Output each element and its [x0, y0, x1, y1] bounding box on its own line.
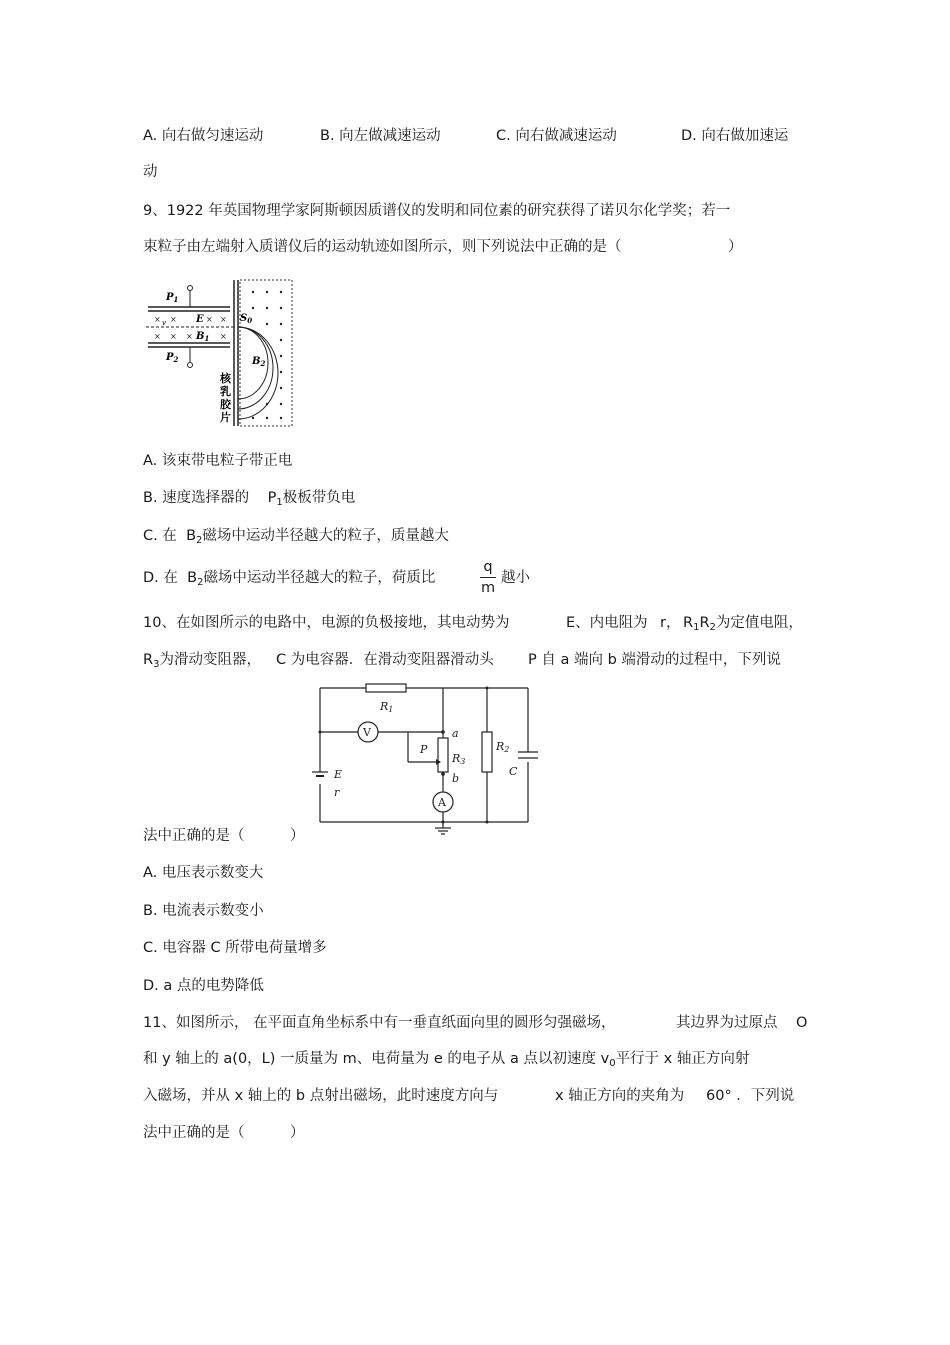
ammeter-label: A: [438, 796, 446, 809]
label-e: E: [334, 768, 343, 781]
label-point-a: a: [452, 727, 459, 740]
label-r2: R2: [496, 740, 510, 754]
q10-r3-sub: 3: [153, 659, 160, 670]
q10-option-c: C. 电容器 C 所带电荷量增多: [143, 940, 327, 956]
circuit-diagram: [310, 680, 550, 840]
q9-option-d-prefix: D. 在: [143, 570, 178, 586]
q8-option-b: B. 向左做减速运动: [320, 128, 441, 144]
q8-option-a: A. 向右做匀速运动: [143, 128, 264, 144]
label-c: C: [509, 765, 518, 778]
q10-line1-suffix: 为定值电阻，: [715, 615, 803, 631]
svg-text:乳: 乳: [220, 385, 231, 398]
label-p2: $P_2$: [166, 352, 179, 364]
label-r3: R3: [452, 752, 466, 766]
svg-text:×: ×: [170, 332, 177, 341]
label-r1: R1: [380, 700, 394, 714]
svg-text:胶: 胶: [220, 398, 231, 411]
voltmeter-label: V: [363, 726, 371, 739]
q11-line3-part-c: 60° ．下列说: [706, 1088, 795, 1104]
label-b1: $B_1$: [196, 331, 210, 343]
svg-text:×: ×: [220, 332, 227, 341]
q10-line1-resistors: [683, 613, 803, 633]
q11-line2: [143, 1049, 749, 1069]
svg-text:片: 片: [220, 411, 231, 424]
label-p1: $P_1$: [166, 292, 179, 304]
q10-stem-line1: [143, 613, 509, 633]
q10-stem-line3: 法中正确的是（: [143, 828, 245, 844]
label-point-b: b: [452, 772, 460, 785]
q9-stem-line1: 9、1922 年英国物理学家阿斯顿因质谱仪的发明和同位素的研究获得了诺贝尔化学奖；若一: [143, 203, 731, 219]
q9-option-a: A. 该束带电粒子带正电: [143, 453, 293, 469]
q9-option-c-prefix: C. 在: [143, 528, 177, 544]
q9-option-b-prefix: B. 速度选择器的: [143, 490, 250, 506]
q10-option-d: D. a 点的电势降低: [143, 978, 264, 994]
q10-line2-part-c: C 为电容器．在滑动变阻器滑动头: [276, 652, 494, 668]
q9-option-d-middle: 磁场中运动半径越大的粒子，荷质比: [203, 570, 436, 586]
svg-text:×: ×: [154, 332, 161, 341]
q8-option-d-continued: 动: [143, 164, 158, 180]
q10-r1-sub: 1: [693, 622, 700, 633]
q10-option-a: A. 电压表示数变大: [143, 865, 264, 881]
q9-option-b-p: P: [267, 490, 277, 506]
fraction-numerator: q: [483, 559, 493, 575]
q10-line1-r: r，: [660, 615, 681, 631]
q11-line4-close: ）: [290, 1125, 305, 1141]
q10-line1-e: E、内电阻为: [566, 615, 648, 631]
svg-text:核: 核: [220, 372, 231, 385]
svg-text:×: ×: [170, 315, 177, 324]
q9-option-b: [143, 488, 355, 508]
q11-line3-part-b: x 轴正方向的夹角为: [555, 1088, 685, 1104]
q10-line1-part-a: 10、在如图所示的电路中，电源的负极接地，其电动势为: [143, 615, 510, 631]
q10-option-b: B. 电流表示数变小: [143, 903, 264, 919]
q11-line4: 法中正确的是（: [143, 1125, 245, 1141]
svg-text:×: ×: [154, 315, 161, 324]
q9-option-d-sub: 2: [197, 577, 204, 588]
q9-option-c-b: B: [186, 528, 197, 544]
label-s0: $S_0$: [240, 313, 253, 325]
q10-line2-part-b: 为滑动变阻器，: [159, 652, 261, 668]
label-v: v: [162, 319, 166, 327]
q8-option-c: C. 向右做减速运动: [496, 128, 617, 144]
charge-mass-fraction: [480, 559, 496, 596]
label-r: r: [334, 786, 340, 799]
q9-option-d-b: B: [187, 570, 198, 586]
q8-option-d: D. 向右做加速运: [681, 128, 789, 144]
q9-stem-paren-close: ）: [728, 239, 743, 255]
q9-option-b-suffix: 极板带负电: [282, 490, 356, 506]
fraction-denominator: m: [480, 580, 496, 596]
q9-option-d: [143, 568, 435, 588]
q10-r2-sub: 2: [709, 622, 716, 633]
svg-text:×: ×: [206, 315, 213, 324]
q9-stem-line2: 束粒子由左端射入质谱仪后的运动轨迹如图所示，则下列说法中正确的是（: [143, 239, 622, 255]
svg-text:×: ×: [186, 332, 193, 341]
q11-line2-sub: 0: [609, 1058, 616, 1069]
q11-line3-part-a: 入磁场，并从 x 轴上的 b 点射出磁场，此时速度方向与: [143, 1088, 499, 1104]
film-label: [219, 371, 232, 424]
q10-stem-line3-close: ）: [290, 828, 305, 844]
q9-option-c: [143, 526, 449, 546]
q10-r1: R: [683, 615, 694, 631]
q11-line2-part-b: 平行于 x 轴正方向射: [615, 1051, 750, 1067]
q9-option-c-sub: 2: [196, 535, 203, 546]
q9-option-d-suffix: 越小: [501, 570, 530, 586]
q9-option-c-suffix: 磁场中运动半径越大的粒子，质量越大: [202, 528, 449, 544]
label-b2: $B_2$: [252, 356, 266, 368]
q10-stem-line2: [143, 650, 261, 670]
label-e: E: [196, 314, 204, 325]
mass-spectrometer-figure: [140, 274, 300, 432]
label-p: P: [420, 743, 428, 756]
q11-line1-part-c: O: [796, 1015, 808, 1031]
q10-line2-part-d: P 自 a 端向 b 端滑动的过程中，下列说: [528, 652, 781, 668]
q9-option-b-sub: 1: [276, 497, 283, 508]
q10-r3: R: [143, 652, 154, 668]
q11-line2-part-a: 和 y 轴上的 a(0，L) 一质量为 m、电荷量为 e 的电子从 a 点以初速度 v: [143, 1051, 610, 1067]
svg-text:×: ×: [220, 315, 227, 324]
q11-line1-part-a: 11、如图所示， 在平面直角坐标系中有一垂直纸面向里的圆形匀强磁场，: [143, 1015, 616, 1031]
q10-r2: R: [699, 615, 710, 631]
q11-line1-part-b: 其边界为过原点: [676, 1015, 778, 1031]
